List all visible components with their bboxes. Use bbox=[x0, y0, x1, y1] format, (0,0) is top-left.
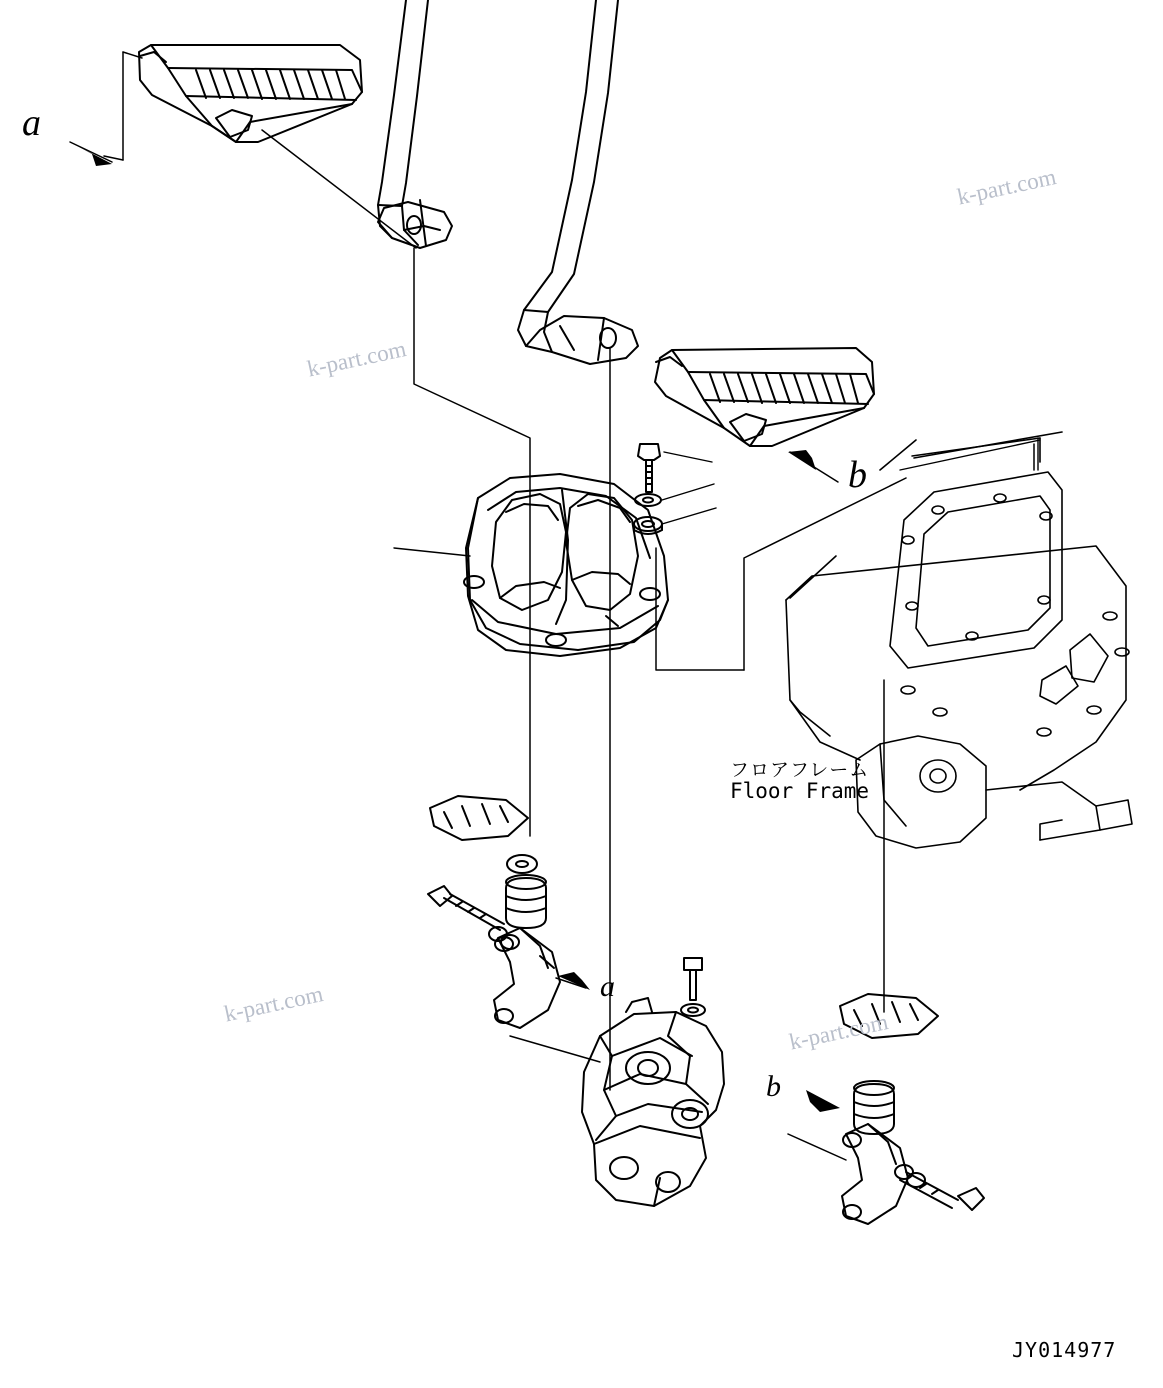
link-bracket-right bbox=[842, 1124, 908, 1224]
pedal-cover bbox=[464, 474, 668, 656]
watermark-2: k-part.com bbox=[305, 336, 409, 382]
drawing-number: JY014977 bbox=[1012, 1338, 1117, 1362]
cover-bolt bbox=[638, 444, 660, 492]
callout-a-top-left: a bbox=[22, 102, 41, 144]
bolt-right-lower bbox=[895, 1165, 984, 1210]
left-pedal-arm bbox=[378, 0, 452, 248]
small-washer-left bbox=[507, 855, 537, 873]
cover-leader-line bbox=[394, 548, 470, 556]
watermark-3: k-part.com bbox=[222, 981, 326, 1027]
floor-frame-label-jp: フロアフレーム bbox=[730, 759, 870, 781]
right-pedal-assembly bbox=[655, 348, 874, 446]
arrowheads bbox=[70, 142, 840, 1112]
floor-frame-label-en: Floor Frame bbox=[730, 779, 870, 803]
right-pedal-arm bbox=[518, 0, 638, 364]
rubber-bushing-left bbox=[506, 875, 546, 928]
link-bracket-left bbox=[494, 928, 560, 1028]
callout-b-upper-right: b bbox=[848, 454, 867, 496]
watermark-4: k-part.com bbox=[787, 1009, 891, 1055]
watermark-1: k-part.com bbox=[955, 164, 1059, 210]
pedal-pad-left bbox=[430, 796, 528, 840]
bolt-leader-lines bbox=[662, 452, 716, 524]
flat-washer bbox=[635, 494, 661, 506]
valve-mount-bolt-center bbox=[681, 958, 705, 1016]
rubber-bushing-right bbox=[854, 1081, 894, 1134]
callout-a-lower-middle: a bbox=[600, 970, 615, 1003]
ppc-valve bbox=[582, 998, 724, 1206]
left-pedal-assembly bbox=[139, 45, 362, 142]
callout-b-lower-right: b bbox=[766, 1070, 781, 1103]
